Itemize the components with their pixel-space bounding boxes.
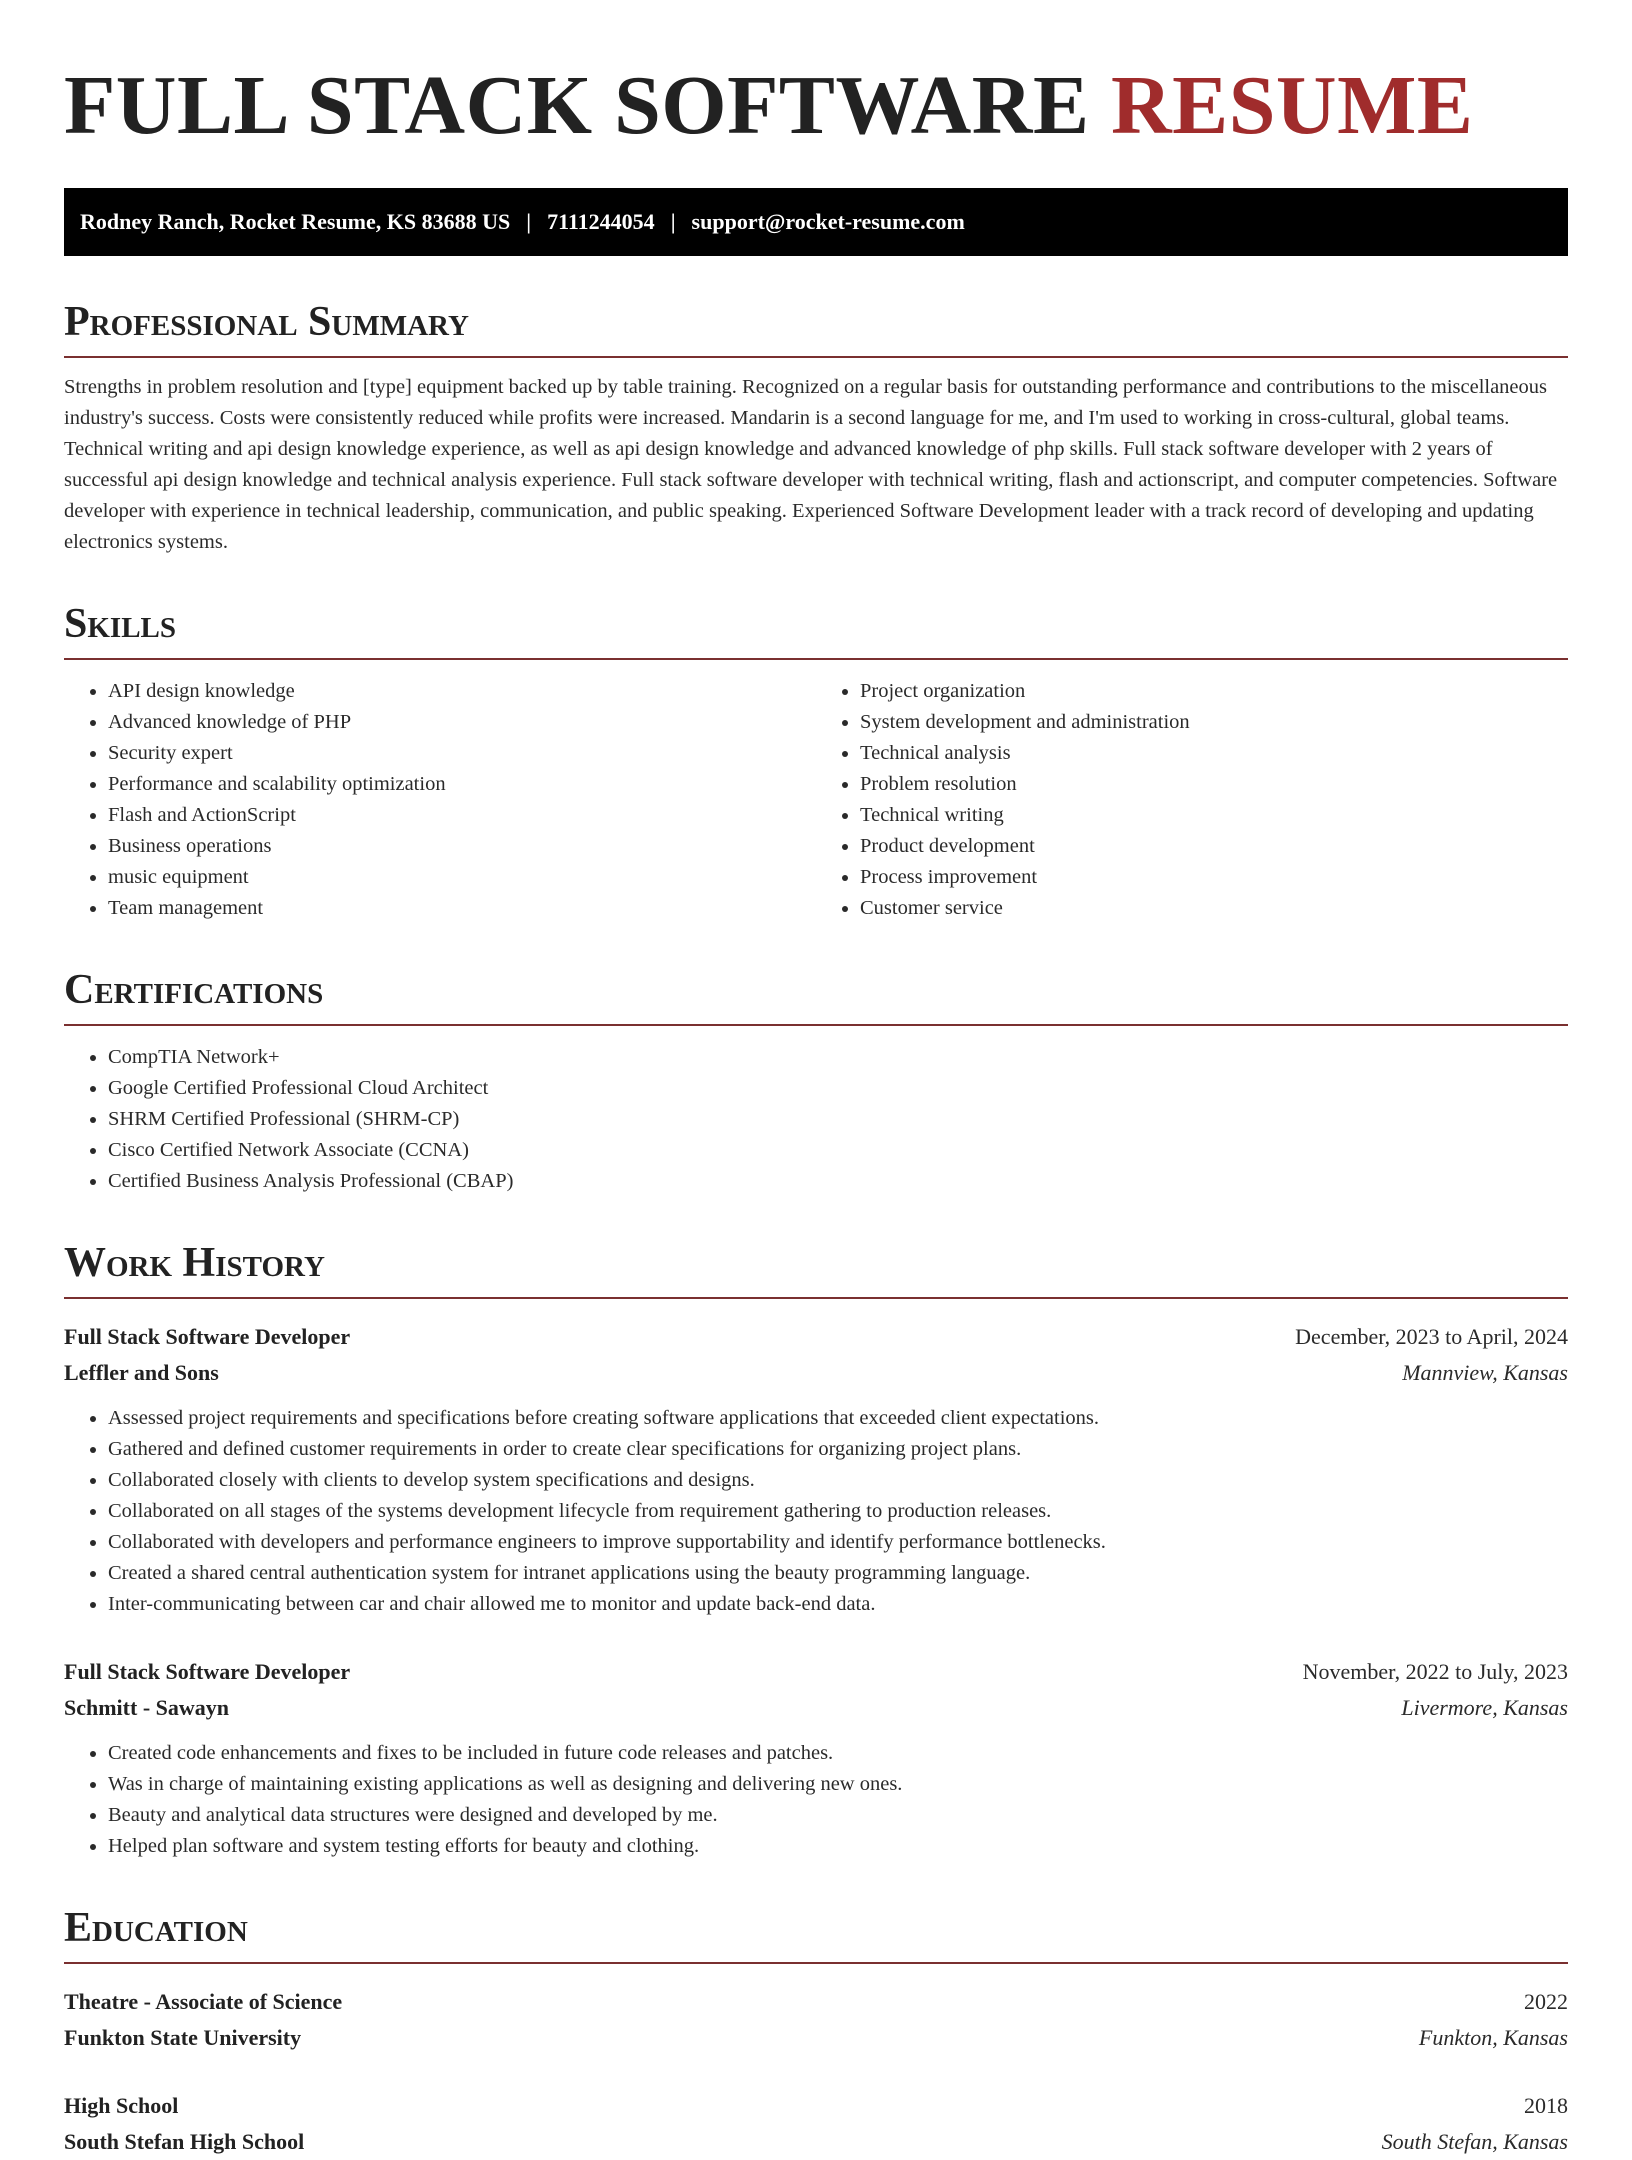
job-bullet: • Gathered and defined customer requirements in order to create clear specifications for organizing project plans. [108, 1434, 1568, 1465]
education-entry [64, 1984, 1568, 2056]
certification-item: • Cisco Certified Network Associate (CCNA) [108, 1135, 1568, 1166]
certification-item: • Certified Business Analysis Professional (CBAP) [108, 1166, 1568, 1197]
skill-item: • API design knowledge [108, 676, 816, 707]
skill-item: • Problem resolution [860, 769, 1568, 800]
job-company-row [64, 1355, 1568, 1391]
certifications-heading: Certifications [64, 968, 1568, 1026]
education-section [64, 1906, 1568, 2160]
job-bullet: • Assessed project requirements and specifications before creating software applications that exceeded client expectations. [108, 1403, 1568, 1434]
education-heading: Education [64, 1906, 1568, 1964]
education-school-row [64, 2020, 1568, 2056]
skill-item: • Flash and ActionScript [108, 800, 816, 831]
summary-section [64, 300, 1568, 558]
title-accent: RESUME [1111, 59, 1474, 152]
job-location: Livermore, Kansas [1401, 1695, 1568, 1721]
skill-item: • Product development [860, 831, 1568, 862]
work-history-heading: Work History [64, 1241, 1568, 1299]
certification-item: • Google Certified Professional Cloud Architect [108, 1073, 1568, 1104]
job-bullet: • Collaborated with developers and performance engineers to improve supportability and identify performance bottlenecks. [108, 1527, 1568, 1558]
job-bullet: • Created a shared central authentication system for intranet applications using the beauty programming language. [108, 1558, 1568, 1589]
skill-item: • Team management [108, 893, 816, 924]
summary-heading: Professional Summary [64, 300, 1568, 358]
job-bullets [64, 1403, 1568, 1620]
education-school: Funkton State University [64, 2025, 302, 2051]
skill-item: • music equipment [108, 862, 816, 893]
title-main: FULL STACK SOFTWARE [64, 59, 1090, 152]
skill-item: • Process improvement [860, 862, 1568, 893]
job-header-row [64, 1654, 1568, 1690]
job-title: Full Stack Software Developer [64, 1659, 351, 1685]
certification-item: • CompTIA Network+ [108, 1042, 1568, 1073]
job-bullet: • Beauty and analytical data structures were designed and developed by me. [108, 1800, 1568, 1831]
certification-item: • SHRM Certified Professional (SHRM-CP) [108, 1104, 1568, 1135]
skill-item: • Project organization [860, 676, 1568, 707]
skills-section [64, 602, 1568, 924]
job-location: Mannview, Kansas [1402, 1360, 1568, 1386]
job-header-row [64, 1319, 1568, 1355]
job-company: Leffler and Sons [64, 1360, 219, 1386]
education-year: 2022 [1524, 1989, 1568, 2015]
skill-item: • Business operations [108, 831, 816, 862]
job-bullet: • Helped plan software and system testing efforts for beauty and clothing. [108, 1831, 1568, 1862]
contact-email[interactable]: support@rocket-resume.com [691, 209, 965, 234]
education-entry [64, 2088, 1568, 2160]
contact-phone: 7111244054 [547, 209, 655, 234]
education-degree: High School [64, 2093, 179, 2119]
education-header-row [64, 1984, 1568, 2020]
job-entry [64, 1319, 1568, 1620]
work-history-section [64, 1241, 1568, 1862]
job-dates: December, 2023 to April, 2024 [1295, 1324, 1568, 1350]
job-bullet: • Collaborated closely with clients to develop system specifications and designs. [108, 1465, 1568, 1496]
job-bullet: • Collaborated on all stages of the systems development lifecycle from requirement gathering to production releases. [108, 1496, 1568, 1527]
job-dates: November, 2022 to July, 2023 [1302, 1659, 1568, 1685]
skill-item: • Customer service [860, 893, 1568, 924]
contact-separator: | [670, 209, 676, 234]
job-title: Full Stack Software Developer [64, 1324, 351, 1350]
contact-bar [64, 188, 1568, 256]
resume-title [64, 59, 1568, 152]
job-bullets [64, 1738, 1568, 1862]
education-school-row [64, 2124, 1568, 2160]
skill-item: • Technical writing [860, 800, 1568, 831]
skills-grid [64, 676, 1568, 924]
skills-right-list [816, 676, 1568, 924]
skill-item: • System development and administration [860, 707, 1568, 738]
certifications-list [64, 1042, 1568, 1197]
education-year: 2018 [1524, 2093, 1568, 2119]
education-header-row [64, 2088, 1568, 2124]
education-degree: Theatre - Associate of Science [64, 1989, 343, 2015]
contact-address: Rodney Ranch, Rocket Resume, KS 83688 US [80, 209, 511, 234]
job-company: Schmitt - Sawayn [64, 1695, 230, 1721]
job-bullet: • Was in charge of maintaining existing applications as well as designing and delivering new ones. [108, 1769, 1568, 1800]
skills-left-list [64, 676, 816, 924]
education-school: South Stefan High School [64, 2129, 305, 2155]
contact-separator: | [526, 209, 532, 234]
education-location: Funkton, Kansas [1418, 2025, 1568, 2051]
skill-item: • Advanced knowledge of PHP [108, 707, 816, 738]
job-company-row [64, 1690, 1568, 1726]
skill-item: • Technical analysis [860, 738, 1568, 769]
skill-item: • Security expert [108, 738, 816, 769]
skills-heading: Skills [64, 602, 1568, 660]
job-bullet: • Inter-communicating between car and chair allowed me to monitor and update back-end data. [108, 1589, 1568, 1620]
skill-item: • Performance and scalability optimization [108, 769, 816, 800]
job-entry [64, 1654, 1568, 1862]
summary-text: Strengths in problem resolution and [type] equipment backed up by table training. Recognized on a regular basis for outstanding performance and contributions to the miscellaneous industry's success. Costs were consistently reduced while profits were increased. Mandarin is a second language for me, and I'm used to working in cross-cultural, global teams. Technical writing and api design knowledge experience, as well as api design knowledge and advanced knowledge of php skills. Full stack software developer with 2 years of successful api design knowledge and technical analysis experience. Full stack software developer with technical writing, flash and actionscript, and computer competencies. Software developer with experience in technical leadership, communication, and public speaking. Experienced Software Development leader with a track record of developing and updating electronics systems. [64, 376, 1558, 554]
job-bullet: • Created code enhancements and fixes to be included in future code releases and patches. [108, 1738, 1568, 1769]
certifications-section [64, 968, 1568, 1197]
education-location: South Stefan, Kansas [1381, 2129, 1568, 2155]
